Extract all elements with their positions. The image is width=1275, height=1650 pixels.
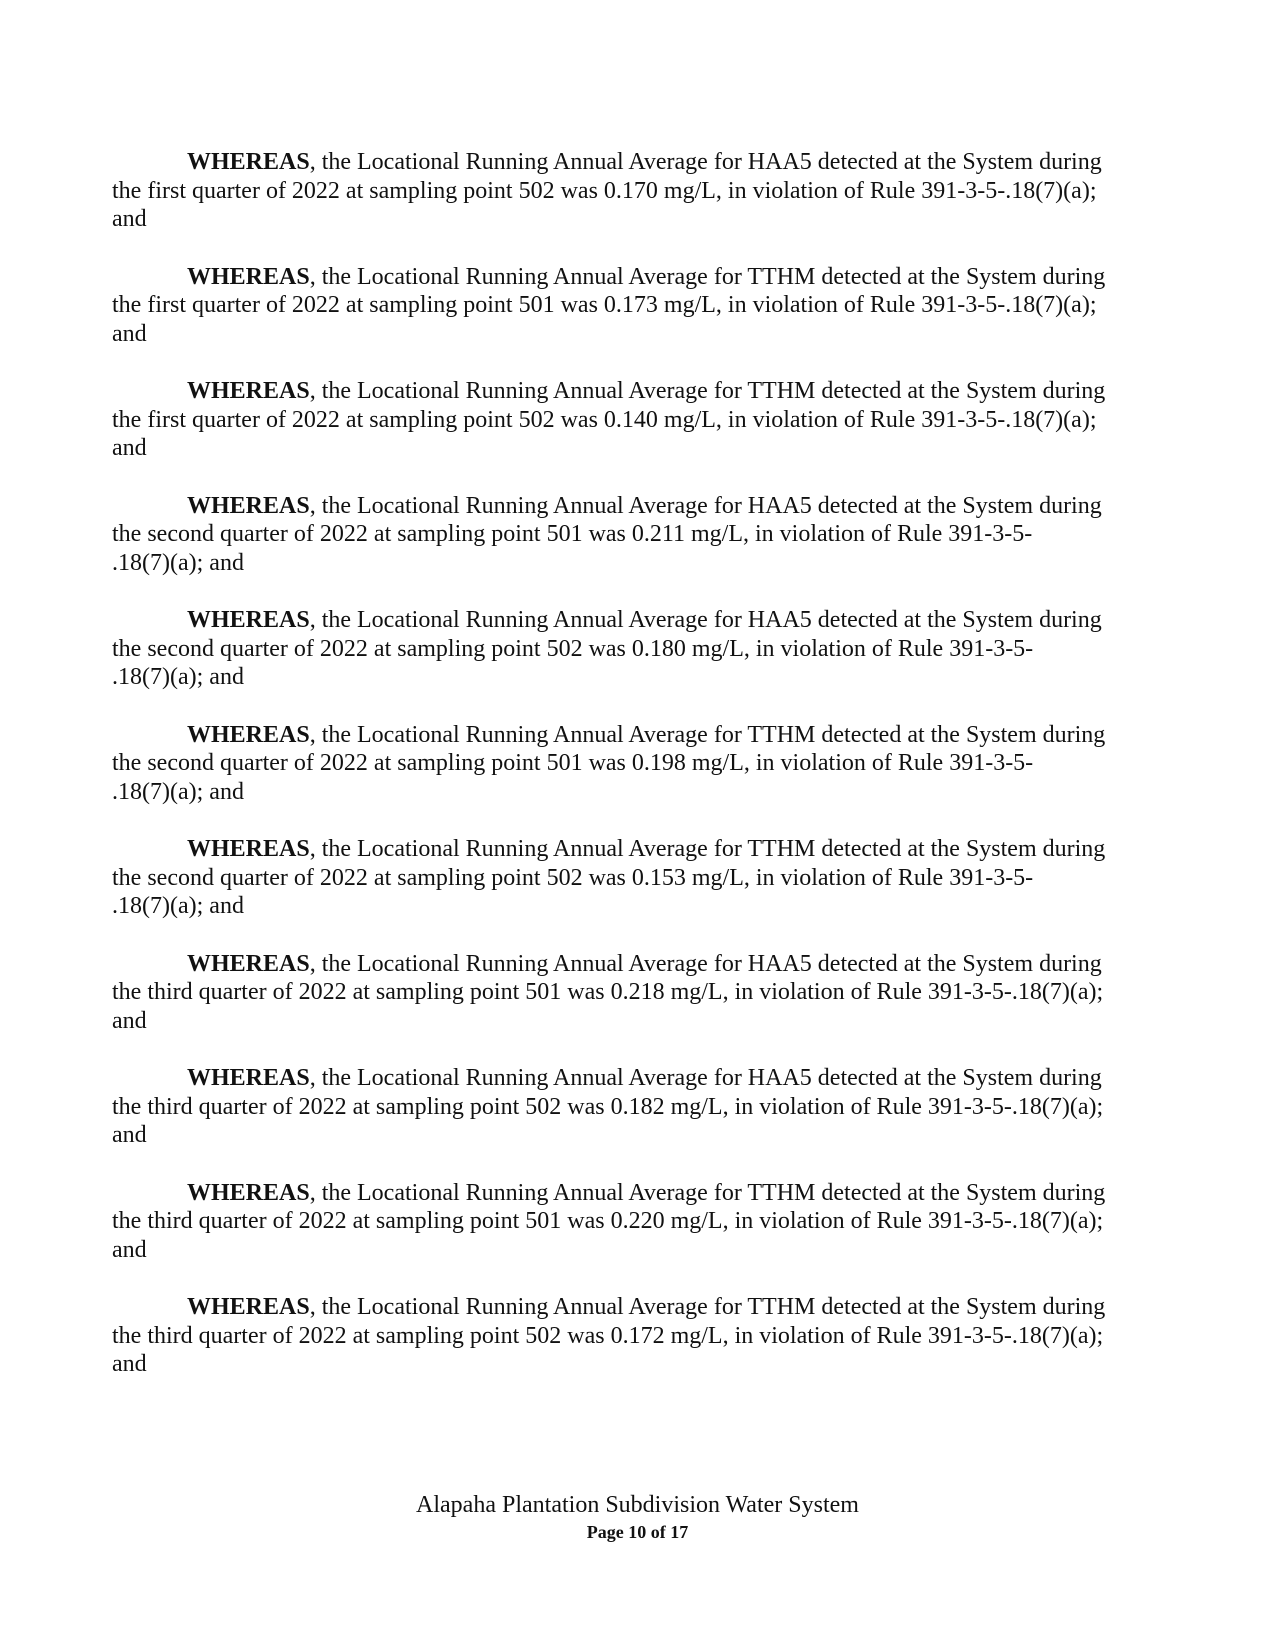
whereas-keyword: WHEREAS (187, 836, 310, 862)
paragraph-line: and (112, 1007, 147, 1034)
whereas-keyword: WHEREAS (187, 607, 310, 633)
whereas-paragraph (112, 1179, 1152, 1265)
paragraph-line: the second quarter of 2022 at sampling point 502 was 0.180 mg/L, in violation of Rule 391-3-5- (112, 635, 1034, 662)
paragraph-line (112, 721, 1152, 750)
page-number: Page 10 of 17 (586, 1522, 689, 1542)
whereas-keyword: WHEREAS (187, 149, 310, 175)
whereas-paragraph (112, 148, 1152, 234)
paragraph-line: the second quarter of 2022 at sampling point 502 was 0.153 mg/L, in violation of Rule 391-3-5- (112, 864, 1034, 891)
whereas-paragraph (112, 263, 1152, 349)
paragraph-line: .18(7)(a); and (112, 549, 244, 576)
whereas-keyword: WHEREAS (187, 721, 310, 748)
paragraph-line: the third quarter of 2022 at sampling point 501 was 0.218 mg/L, in violation of Rule 391-3-5-.18(7)(a); (112, 979, 1104, 1005)
paragraph-line (112, 950, 1152, 979)
whereas-paragraph (112, 721, 1152, 807)
paragraph-line (112, 1179, 1152, 1208)
document-body (112, 148, 1152, 1408)
paragraph-line-text: , the Locational Running Annual Average for HAA5 detected at the System during (309, 950, 1102, 977)
footer-title: Alapaha Plantation Subdivision Water System (416, 1492, 859, 1518)
paragraph-line (112, 148, 1152, 177)
paragraph-line (112, 377, 1152, 406)
paragraph-line-text: , the Locational Running Annual Average for TTHM detected at the System during (309, 1179, 1106, 1206)
paragraph-line (112, 492, 1152, 521)
paragraph-line: the third quarter of 2022 at sampling point 502 was 0.182 mg/L, in violation of Rule 391-3-5-.18(7)(a); (112, 1093, 1104, 1120)
whereas-paragraph (112, 1064, 1152, 1150)
paragraph-line-text: , the Locational Running Annual Average for TTHM detected at the System during (309, 378, 1106, 404)
whereas-keyword: WHEREAS (187, 1179, 310, 1206)
paragraph-line: the second quarter of 2022 at sampling point 501 was 0.198 mg/L, in violation of Rule 391-3-5- (112, 750, 1034, 776)
paragraph-line (112, 1064, 1152, 1093)
whereas-keyword: WHEREAS (187, 1065, 310, 1091)
paragraph-line: and (112, 1351, 147, 1377)
paragraph-line: and (112, 435, 147, 461)
paragraph-line: .18(7)(a); and (112, 778, 244, 805)
paragraph-line (112, 1293, 1152, 1322)
paragraph-line: the second quarter of 2022 at sampling point 501 was 0.211 mg/L, in violation of Rule 391-3-5- (112, 521, 1033, 547)
paragraph-line: the third quarter of 2022 at sampling point 502 was 0.172 mg/L, in violation of Rule 391-3-5-.18(7)(a); (112, 1322, 1104, 1349)
paragraph-line (112, 835, 1152, 864)
paragraph-line: and (112, 1122, 147, 1148)
whereas-paragraph (112, 835, 1152, 921)
paragraph-line (112, 606, 1152, 635)
paragraph-line: and (112, 320, 147, 347)
whereas-keyword: WHEREAS (187, 1294, 310, 1320)
paragraph-line-text: , the Locational Running Annual Average for TTHM detected at the System during (309, 721, 1106, 748)
paragraph-line: the first quarter of 2022 at sampling point 502 was 0.170 mg/L, in violation of Rule 391-3-5-.18(7)(a); (112, 177, 1097, 204)
paragraph-line-text: , the Locational Running Annual Average for HAA5 detected at the System during (309, 492, 1102, 519)
whereas-paragraph (112, 377, 1152, 463)
paragraph-line-text: , the Locational Running Annual Average for HAA5 detected at the System during (309, 607, 1102, 633)
whereas-keyword: WHEREAS (187, 263, 310, 290)
paragraph-line-text: , the Locational Running Annual Average for HAA5 detected at the System during (309, 1065, 1102, 1091)
paragraph-line (112, 263, 1152, 292)
paragraph-line: and (112, 206, 147, 232)
paragraph-line: the third quarter of 2022 at sampling point 501 was 0.220 mg/L, in violation of Rule 391-3-5-.18(7)(a); (112, 1208, 1104, 1234)
paragraph-line: the first quarter of 2022 at sampling point 502 was 0.140 mg/L, in violation of Rule 391-3-5-.18(7)(a); (112, 406, 1097, 433)
paragraph-line: the first quarter of 2022 at sampling point 501 was 0.173 mg/L, in violation of Rule 391-3-5-.18(7)(a); (112, 292, 1097, 318)
whereas-paragraph (112, 492, 1152, 578)
whereas-paragraph (112, 950, 1152, 1036)
paragraph-line-text: , the Locational Running Annual Average for TTHM detected at the System during (309, 836, 1106, 862)
paragraph-line-text: , the Locational Running Annual Average for TTHM detected at the System during (309, 263, 1106, 290)
whereas-keyword: WHEREAS (187, 492, 310, 519)
paragraph-line-text: , the Locational Running Annual Average for TTHM detected at the System during (309, 1294, 1106, 1320)
whereas-paragraph (112, 606, 1152, 692)
whereas-keyword: WHEREAS (187, 950, 310, 977)
paragraph-line: and (112, 1236, 147, 1263)
whereas-paragraph (112, 1293, 1152, 1379)
page-footer (0, 1490, 1275, 1544)
paragraph-line: .18(7)(a); and (112, 664, 244, 690)
whereas-keyword: WHEREAS (187, 378, 310, 404)
paragraph-line: .18(7)(a); and (112, 893, 244, 919)
paragraph-line-text: , the Locational Running Annual Average for HAA5 detected at the System during (309, 149, 1102, 175)
